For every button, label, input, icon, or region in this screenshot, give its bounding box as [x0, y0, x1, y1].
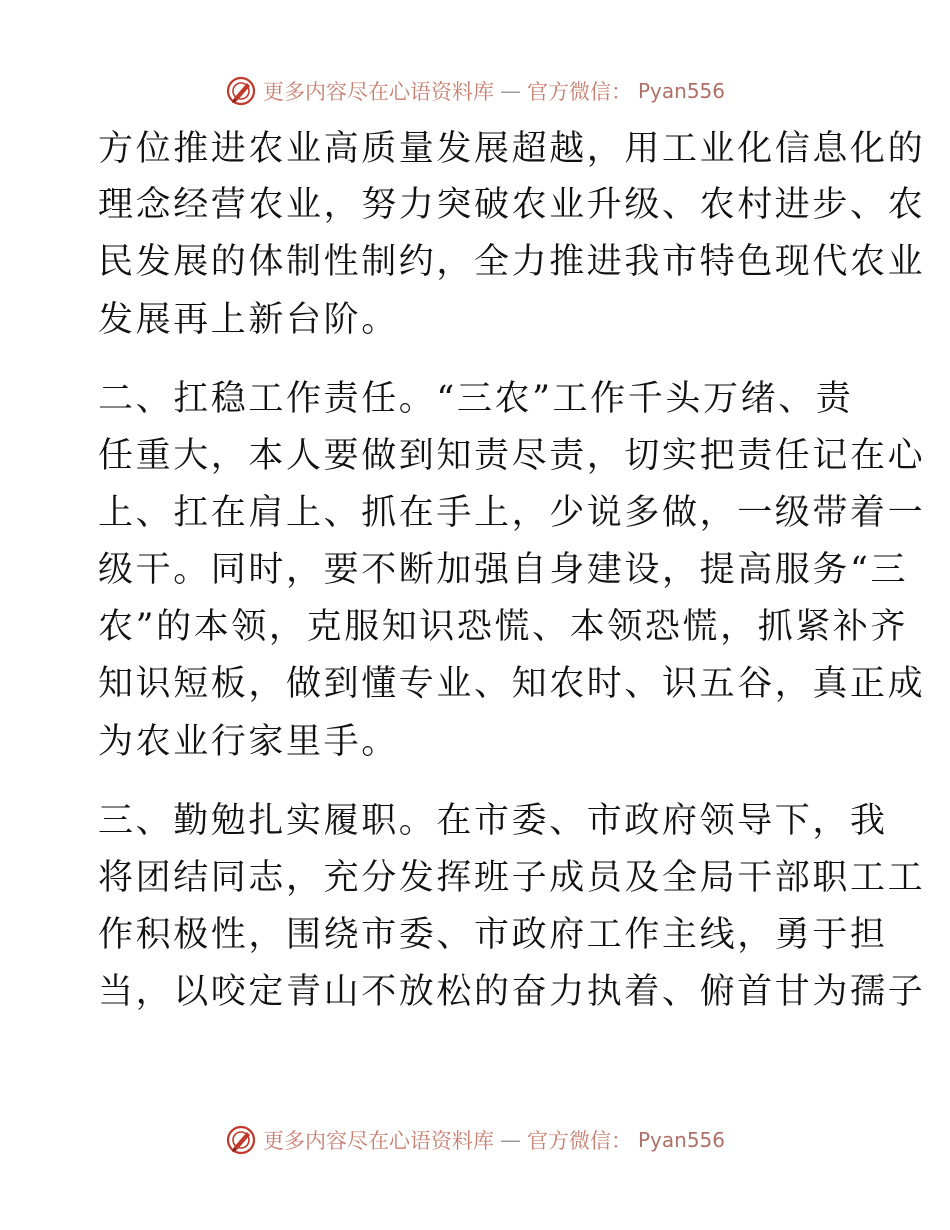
wechat-id: Pyan556 [637, 79, 725, 103]
text-line: 上、扛在肩上、抓在手上，少说多做，一级带着一 [98, 493, 926, 533]
text-line: 知识短板，做到懂专业、知农时、识五谷，真正成 [98, 664, 926, 704]
text-line: 民发展的体制性制约，全力推进我市特色现代农业 [98, 242, 926, 282]
text-line: 二、扛稳工作责任。“三农”工作千头万绪、责 [98, 379, 854, 419]
wechat-label: 官方微信： [526, 1129, 632, 1153]
text-line: 方位推进农业高质量发展超越，用工业化信息化的 [98, 129, 926, 169]
wechat-id: Pyan556 [637, 1128, 725, 1152]
text-line: 理念经营农业，努力突破农业升级、农村进步、农 [98, 185, 926, 225]
text-line: 级干。同时，要不断加强自身建设，提高服务“三 [98, 550, 909, 590]
text-line: 当，以咬定青山不放松的奋力执着、俯首甘为孺子 [98, 972, 926, 1012]
text-line: 为农业行家里手。 [98, 722, 399, 762]
text-line: 作积极性，围绕市委、市政府工作主线，勇于担 [98, 915, 888, 955]
watermark-text: 更多内容尽在心语资料库 [262, 80, 494, 104]
watermark-dash: — [499, 79, 521, 103]
wechat-label: 官方微信： [526, 80, 632, 104]
watermark-text: 更多内容尽在心语资料库 [262, 1129, 494, 1153]
watermark-dash: — [499, 1128, 521, 1152]
logo-icon [225, 1124, 257, 1156]
footer-watermark [0, 1120, 950, 1160]
text-line: 三、勤勉扎实履职。在市委、市政府领导下，我 [98, 801, 888, 841]
text-line: 发展再上新台阶。 [98, 300, 399, 340]
text-line: 任重大，本人要做到知责尽责，切实把责任记在心 [98, 436, 926, 476]
text-line: 农”的本领，克服知识恐慌、本领恐慌，抓紧补齐 [98, 607, 909, 647]
text-line: 将团结同志，充分发挥班子成员及全局干部职工工 [98, 858, 926, 898]
header-watermark [0, 71, 950, 111]
logo-icon [225, 75, 257, 107]
